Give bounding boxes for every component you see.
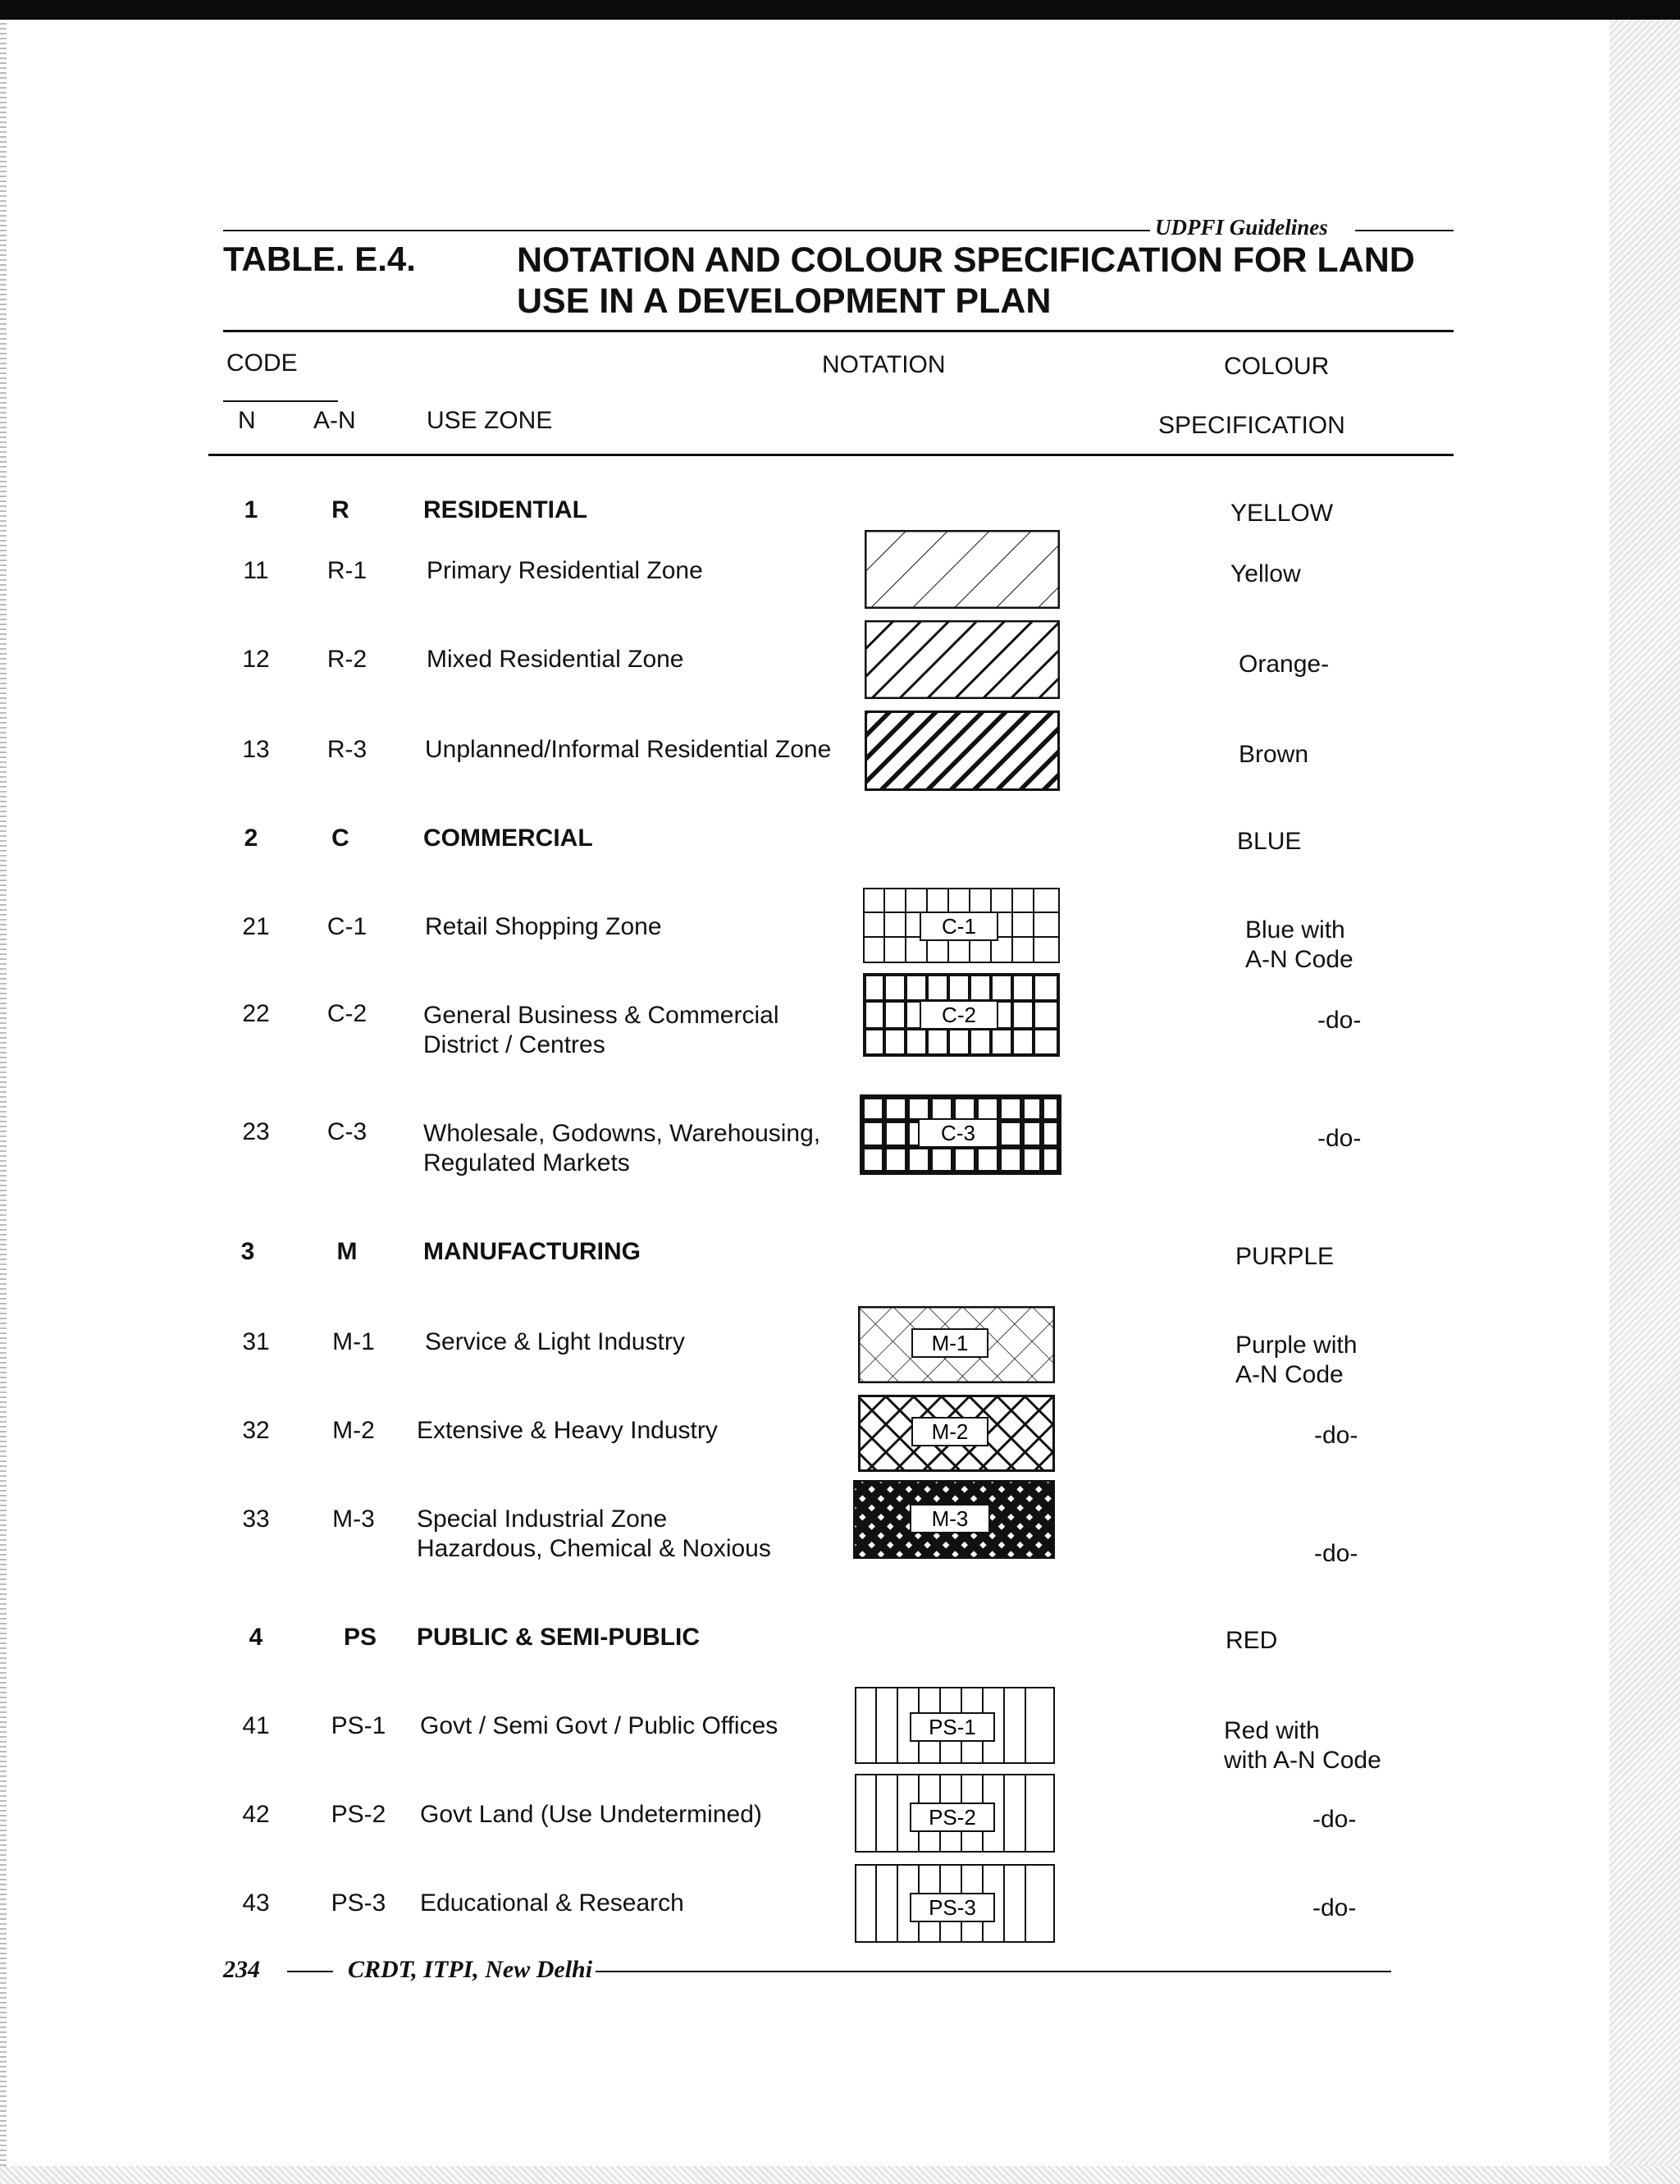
row-12-an: R-2 — [326, 646, 368, 673]
row-33-zone — [417, 1505, 771, 1564]
footer-source: CRDT, ITPI, New Delhi — [348, 1956, 593, 1983]
row-33-n: 33 — [242, 1505, 270, 1533]
row-3-an: M — [336, 1238, 358, 1265]
row-12-colour: Orange- — [1239, 651, 1330, 678]
row-41-an: PS-1 — [331, 1712, 386, 1739]
row-3-colour: PURPLE — [1235, 1243, 1335, 1270]
table-title-line1: NOTATION AND COLOUR SPECIFICATION FOR LAND — [517, 240, 1415, 280]
notation-ps2-swatch — [855, 1774, 1055, 1853]
row-23-zone — [423, 1119, 820, 1178]
col-an: A-N — [313, 407, 356, 434]
row-32-colour: -do- — [1314, 1422, 1358, 1449]
notation-m1-label: M-1 — [931, 1331, 969, 1355]
row-22-colour: -do- — [1317, 1007, 1362, 1034]
row-32-n: 32 — [242, 1417, 270, 1444]
row-22-zone-line1: General Business & Commercial — [423, 1002, 779, 1029]
col-specification: SPECIFICATION — [1158, 412, 1345, 439]
row-1-n: 1 — [244, 496, 258, 523]
row-2-colour: BLUE — [1237, 828, 1302, 855]
row-32-an: M-2 — [332, 1417, 375, 1444]
page-number: 234 — [223, 1956, 260, 1983]
row-13-colour: Brown — [1239, 741, 1309, 768]
row-22-zone-line2: District / Centres — [423, 1031, 605, 1058]
row-33-colour: -do- — [1314, 1540, 1358, 1567]
notation-m2-swatch — [858, 1395, 1055, 1472]
row-13-an: R-3 — [326, 736, 368, 763]
notation-r2-swatch — [865, 620, 1060, 699]
notation-m3-swatch — [853, 1480, 1055, 1559]
row-21-colour-line2: A-N Code — [1245, 946, 1354, 973]
row-21-zone: Retail Shopping Zone — [425, 913, 662, 940]
table-number: TABLE. E.4. — [223, 240, 416, 278]
row-21-colour-line1: Blue with — [1245, 916, 1345, 944]
col-colour: COLOUR — [1224, 353, 1330, 380]
row-42-colour: -do- — [1312, 1806, 1357, 1833]
col-notation: NOTATION — [822, 351, 946, 378]
notation-ps3-label: PS-3 — [929, 1895, 976, 1920]
row-42-n: 42 — [242, 1801, 270, 1828]
row-43-colour: -do- — [1312, 1894, 1357, 1921]
notation-r1-swatch — [865, 530, 1060, 609]
row-32-zone: Extensive & Heavy Industry — [417, 1417, 718, 1444]
row-12-zone: Mixed Residential Zone — [427, 646, 684, 673]
row-1-zone: RESIDENTIAL — [423, 496, 588, 523]
row-11-zone: Primary Residential Zone — [427, 557, 703, 584]
row-23-an: C-3 — [326, 1118, 368, 1145]
row-13-zone: Unplanned/Informal Residential Zone — [425, 736, 832, 763]
row-11-n: 11 — [243, 557, 269, 584]
footer-dash — [287, 1971, 333, 1972]
row-2-zone: COMMERCIAL — [423, 825, 593, 852]
notation-c1-label: C-1 — [942, 914, 976, 939]
header-bottom-rule — [208, 454, 1454, 456]
table-title — [517, 240, 1460, 322]
row-4-colour: RED — [1226, 1627, 1278, 1654]
title-rule — [223, 330, 1454, 332]
row-21-colour — [1245, 916, 1354, 975]
row-31-zone: Service & Light Industry — [425, 1328, 685, 1355]
notation-m2-label: M-2 — [931, 1419, 969, 1444]
scan-bottom-edge — [0, 2166, 1680, 2184]
notation-c2-label: C-2 — [942, 1003, 976, 1027]
row-33-an: M-3 — [332, 1505, 375, 1533]
row-12-n: 12 — [242, 646, 270, 673]
scan-right-edge — [1609, 20, 1680, 2184]
row-4-zone: PUBLIC & SEMI-PUBLIC — [417, 1624, 700, 1651]
row-4-an: PS — [343, 1624, 377, 1651]
row-22-zone — [423, 1001, 779, 1060]
table-title-line2: USE IN A DEVELOPMENT PLAN — [517, 281, 1052, 321]
notation-c3-label: C-3 — [941, 1121, 975, 1145]
row-31-colour-line1: Purple with — [1235, 1332, 1358, 1359]
row-23-zone-line1: Wholesale, Godowns, Warehousing, — [423, 1120, 821, 1147]
scan-top-border — [0, 0, 1680, 20]
notation-m3-label: M-3 — [931, 1506, 969, 1531]
header-rule-right — [1355, 230, 1454, 231]
row-4-n: 4 — [249, 1624, 263, 1651]
running-header: UDPFI Guidelines — [1155, 215, 1328, 240]
notation-ps1-swatch — [855, 1687, 1055, 1764]
row-3-zone: MANUFACTURING — [423, 1238, 641, 1265]
row-2-n: 2 — [244, 825, 258, 852]
scan-left-edge — [0, 20, 7, 2166]
row-11-an: R-1 — [326, 557, 368, 584]
notation-r3-swatch — [865, 710, 1060, 791]
row-41-colour — [1224, 1716, 1381, 1775]
row-42-an: PS-2 — [331, 1801, 386, 1828]
col-use-zone: USE ZONE — [427, 407, 553, 434]
row-1-an: R — [331, 496, 349, 523]
notation-m1-swatch — [858, 1306, 1055, 1383]
row-13-n: 13 — [242, 736, 270, 763]
row-31-colour — [1235, 1331, 1357, 1390]
row-41-colour-line2: with A-N Code — [1224, 1747, 1381, 1774]
notation-c3-swatch — [860, 1094, 1061, 1175]
row-43-zone: Educational & Research — [420, 1889, 684, 1917]
row-31-n: 31 — [242, 1328, 270, 1355]
row-33-zone-line1: Special Industrial Zone — [417, 1505, 668, 1533]
row-41-colour-line1: Red with — [1224, 1717, 1320, 1744]
notation-c1-swatch — [863, 888, 1060, 963]
row-2-an: C — [331, 825, 349, 852]
row-41-zone: Govt / Semi Govt / Public Offices — [420, 1712, 778, 1739]
row-21-n: 21 — [242, 913, 270, 940]
row-11-colour: Yellow — [1230, 560, 1301, 587]
row-22-n: 22 — [242, 1000, 270, 1027]
footer-rule — [596, 1971, 1391, 1972]
row-22-an: C-2 — [326, 1000, 368, 1027]
row-1-colour: YELLOW — [1230, 500, 1334, 527]
row-43-n: 43 — [242, 1889, 270, 1917]
notation-c2-swatch — [863, 973, 1060, 1057]
row-42-zone: Govt Land (Use Undetermined) — [420, 1801, 762, 1828]
col-code: CODE — [226, 350, 298, 377]
row-21-an: C-1 — [326, 913, 368, 940]
notation-ps2-label: PS-2 — [929, 1805, 976, 1830]
code-underline — [223, 400, 338, 402]
row-31-an: M-1 — [332, 1328, 375, 1355]
header-rule-left — [223, 230, 1150, 231]
row-43-an: PS-3 — [331, 1889, 386, 1917]
row-41-n: 41 — [242, 1712, 270, 1739]
notation-ps3-swatch — [855, 1864, 1055, 1943]
row-23-zone-line2: Regulated Markets — [423, 1149, 630, 1177]
row-33-zone-line2: Hazardous, Chemical & Noxious — [417, 1535, 771, 1562]
row-3-n: 3 — [240, 1238, 255, 1265]
row-23-colour: -do- — [1317, 1125, 1362, 1152]
row-31-colour-line2: A-N Code — [1235, 1361, 1344, 1388]
col-n: N — [238, 407, 256, 434]
notation-ps1-label: PS-1 — [929, 1715, 976, 1739]
row-23-n: 23 — [242, 1118, 270, 1145]
